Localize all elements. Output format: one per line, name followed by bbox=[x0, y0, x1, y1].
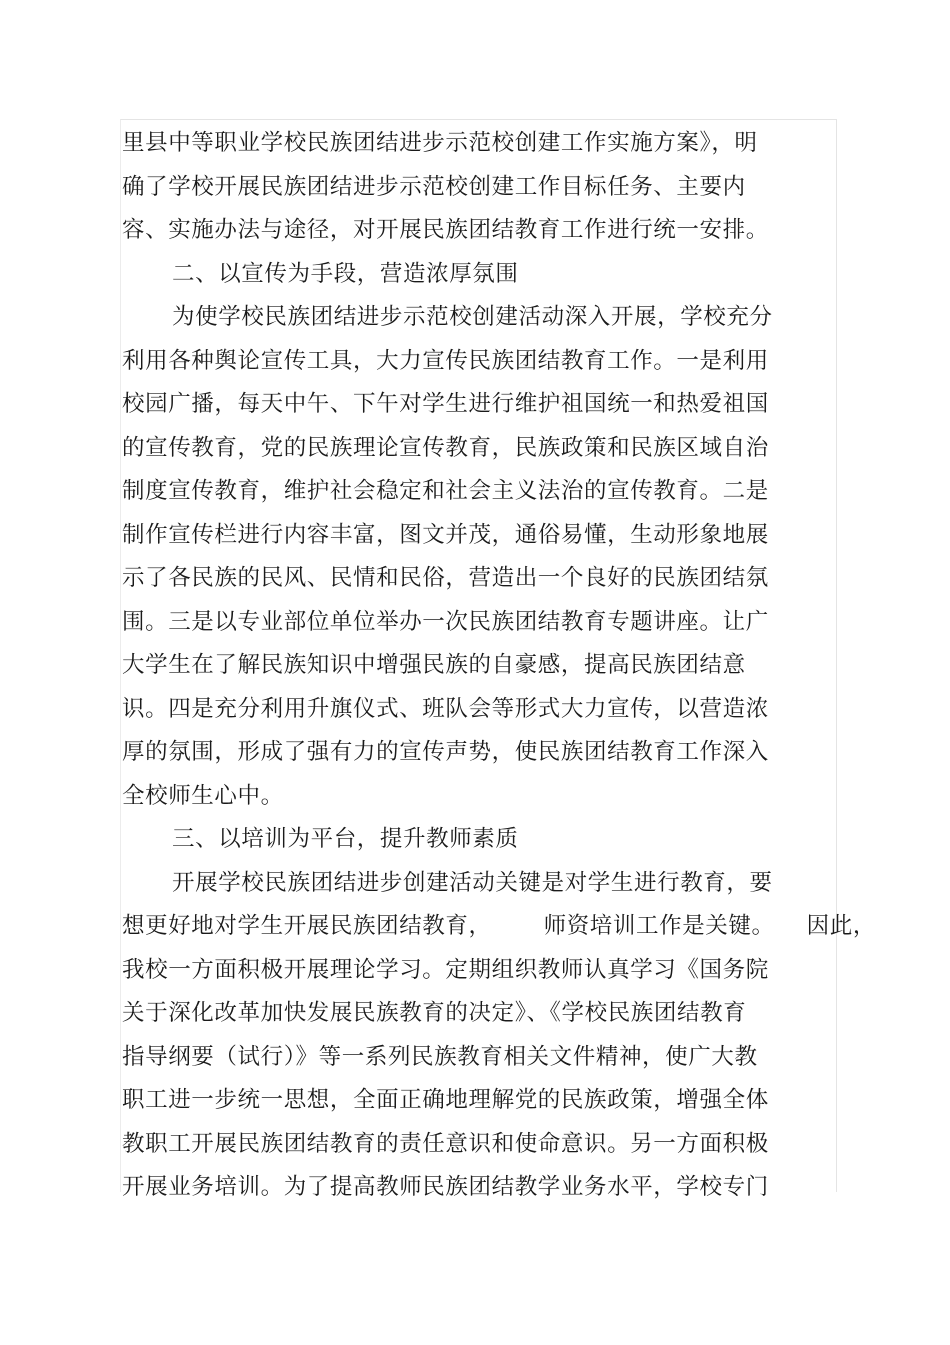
text-line: 指导纲要（试行）》等一系列民族教育相关文件精神，使广大教 bbox=[122, 1043, 758, 1070]
text-line: 厚的氛围，形成了强有力的宣传声势，使民族团结教育工作深入 bbox=[122, 739, 769, 765]
text-line: 容、实施办法与途径，对开展民族团结教育工作进行统一安排。 bbox=[122, 217, 769, 243]
section-heading: 三、以培训为平台，提升教师素质 bbox=[172, 826, 519, 852]
text-line: 制作宣传栏进行内容丰富，图文并茂，通俗易懂，生动形象地展 bbox=[122, 521, 769, 548]
text-line: 职工进一步统一思想，全面正确地理解党的民族政策，增强全体 bbox=[122, 1087, 769, 1113]
text-line: 确了学校开展民族团结进步示范校创建工作目标任务、主要内 bbox=[122, 173, 746, 200]
document-body bbox=[122, 122, 876, 1210]
text-line: 围。三是以专业部位单位举办一次民族团结教育专题讲座。让广 bbox=[122, 608, 769, 635]
text-line: 利用各种舆论宣传工具，大力宣传民族团结教育工作。一是利用 bbox=[122, 347, 769, 374]
text-line: 教职工开展民族团结教育的责任意识和使命意识。另一方面积极 bbox=[122, 1130, 769, 1157]
text-line: 关于深化改革加快发展民族教育的决定》、《学校民族团结教育 bbox=[122, 1000, 747, 1026]
text-segment: 师资培训工作是关键。 bbox=[543, 913, 775, 939]
text-line: 全校师生心中。 bbox=[122, 782, 284, 809]
text-line: 制度宣传教育，维护社会稳定和社会主义法治的宣传教育。二是 bbox=[122, 478, 769, 504]
section-heading: 二、以宣传为手段，营造浓厚氛围 bbox=[172, 260, 519, 287]
paragraph-start: 为使学校民族团结进步示范校创建活动深入开展，学校充分 bbox=[172, 304, 773, 330]
text-line: 开展业务培训。为了提高教师民族团结教学业务水平，学校专门 bbox=[122, 1174, 769, 1200]
text-segment: 想更好地对学生开展民族团结教育， bbox=[122, 913, 492, 939]
text-line: 我校一方面积极开展理论学习。定期组织教师认真学习《国务院 bbox=[122, 956, 769, 983]
text-line: 大学生在了解民族知识中增强民族的自豪感，提高民族团结意 bbox=[122, 652, 746, 678]
text-line: 校园广播，每天中午、下午对学生进行维护祖国统一和热爱祖国 bbox=[122, 391, 769, 417]
text-line-split bbox=[122, 905, 876, 949]
text-line: 示了各民族的民风、民情和民俗，营造出一个良好的民族团结氛 bbox=[122, 565, 769, 591]
text-line: 里县中等职业学校民族团结进步示范校创建工作实施方案》，明 bbox=[122, 130, 758, 156]
text-line: 识。四是充分利用升旗仪式、班队会等形式大力宣传，以营造浓 bbox=[122, 695, 769, 722]
paragraph-start: 开展学校民族团结进步创建活动关键是对学生进行教育，要 bbox=[172, 869, 773, 896]
text-line: 的宣传教育，党的民族理论宣传教育，民族政策和民族区域自治 bbox=[122, 434, 769, 461]
text-segment: 因此， bbox=[806, 913, 876, 939]
